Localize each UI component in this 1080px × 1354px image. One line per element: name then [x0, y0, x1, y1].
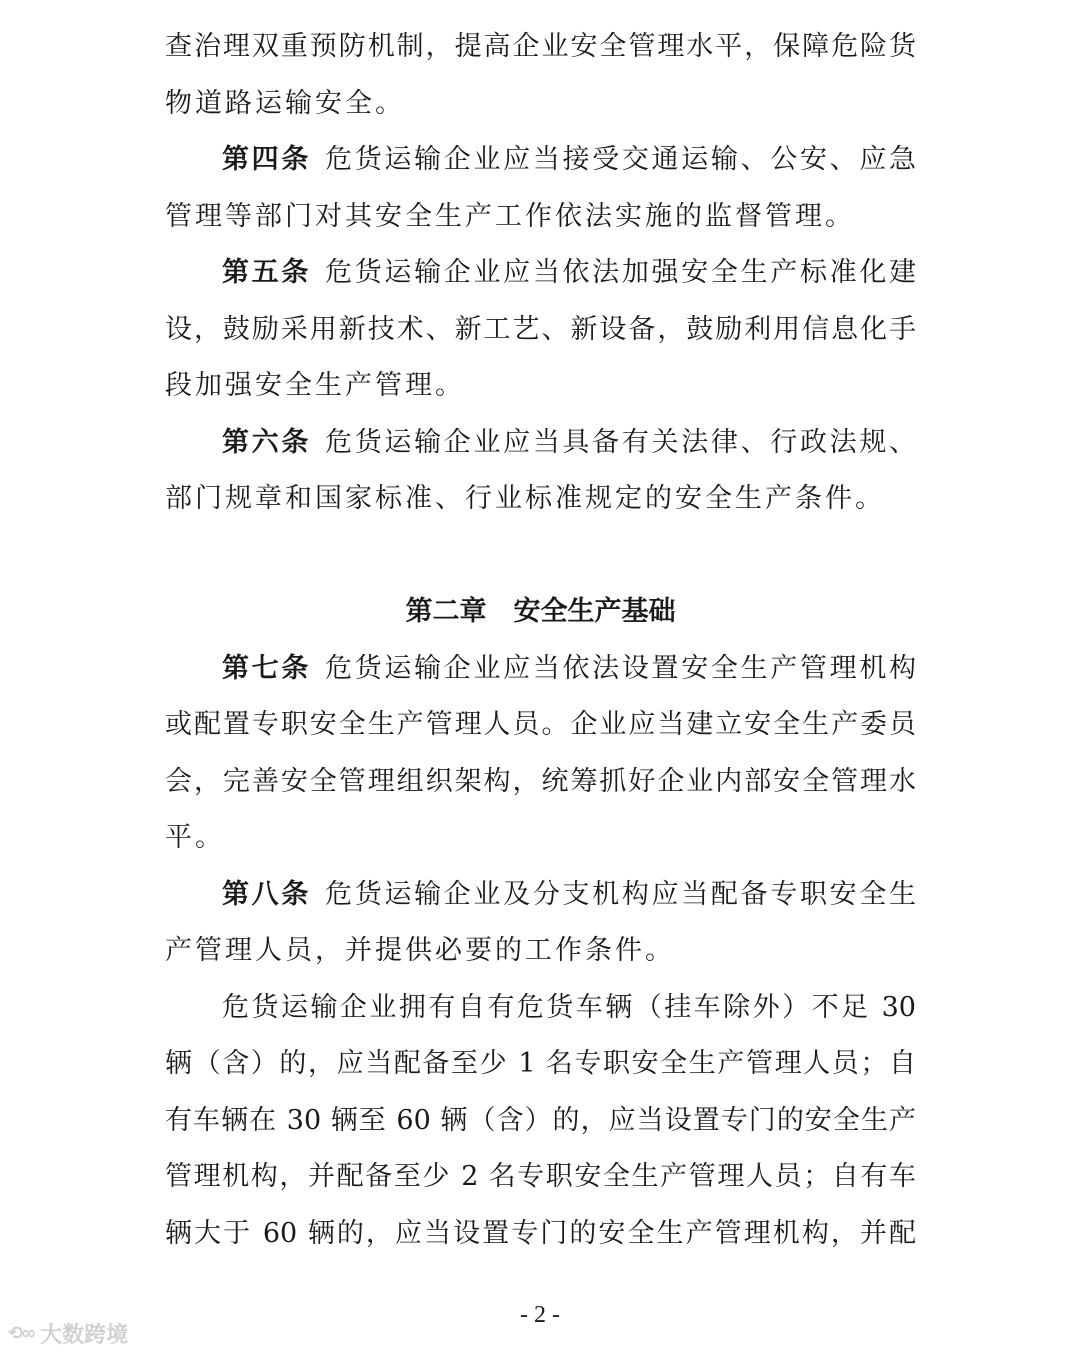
article-number: 第六条: [222, 426, 312, 458]
paragraph-line: [165, 867, 916, 924]
section-safety-foundation: [165, 641, 916, 1263]
paragraph-line: [165, 923, 916, 980]
line-text: 危货运输企业及分支机构应当配备专职安全生: [325, 878, 917, 910]
line-text: 危货运输企业应当依法加强安全生产标准化建: [325, 257, 917, 288]
document-body: [165, 19, 916, 1262]
section-general-provisions: [165, 19, 916, 528]
line-text: 有车辆在 30 辆至 60 辆（含）的，应当设置专门的安全生产: [165, 1104, 916, 1136]
page-number: - 2 -: [520, 1302, 560, 1328]
paragraph-line: [165, 980, 916, 1037]
paragraph-line: [165, 810, 916, 867]
paragraph-line: [165, 1149, 916, 1206]
line-text: 产管理人员，并提供必要的工作条件。: [165, 935, 675, 966]
paragraph-line: [165, 132, 916, 189]
paragraph-line: [165, 302, 916, 359]
line-text: 危货运输企业应当依法设置安全生产管理机构: [325, 652, 917, 684]
line-text: 或配置专职安全生产管理人员。企业应当建立安全生产委员: [165, 709, 916, 740]
paragraph-line: [165, 189, 916, 246]
line-text: 设，鼓励采用新技术、新工艺、新设备，鼓励利用信息化手: [165, 313, 916, 345]
article-number: 第四条: [222, 144, 312, 175]
line-text: 管理机构，并配备至少 2 名专职安全生产管理人员；自有车: [165, 1161, 916, 1192]
paragraph-line: [165, 1036, 916, 1093]
paragraph-line: [165, 754, 916, 811]
line-text: 部门规章和国家标准、行业标准规定的安全生产条件。: [165, 483, 885, 514]
line-text: 辆大于 60 辆的，应当设置专门的安全生产管理机构，并配: [165, 1217, 916, 1249]
paragraph-line: [165, 415, 916, 472]
watermark: [8, 1318, 128, 1349]
line-text: 危货运输企业应当接受交通运输、公安、应急: [325, 144, 917, 175]
paragraph-line: [165, 76, 916, 133]
paragraph-line: [165, 471, 916, 528]
line-text: 危货运输企业应当具备有关法律、行政法规、: [325, 426, 917, 458]
watermark-text: 大数跨境: [40, 1323, 129, 1348]
line-text: 查治理双重预防机制，提高企业安全管理水平，保障危险货: [165, 31, 916, 62]
line-text: 危货运输企业拥有自有危货车辆（挂车除外）不足 30: [222, 991, 916, 1023]
line-text: 辆（含）的，应当配备至少 1 名专职安全生产管理人员；自: [165, 1048, 916, 1079]
chapter-heading: 第二章 安全生产基础: [405, 596, 676, 627]
line-text: 会，完善安全管理组织架构，统筹抓好企业内部安全管理水: [165, 765, 916, 797]
paragraph-line: [165, 19, 916, 76]
article-number: 第八条: [222, 878, 312, 910]
line-text: 物道路运输安全。: [165, 87, 405, 119]
paragraph-line: [165, 358, 916, 415]
line-text: 管理等部门对其安全生产工作依法实施的监督管理。: [165, 200, 855, 232]
article-number: 第七条: [222, 652, 312, 684]
paragraph-line: [165, 641, 916, 698]
paragraph-line: [165, 245, 916, 302]
paragraph-line: [165, 697, 916, 754]
article-number: 第五条: [222, 257, 312, 288]
paragraph-line: [165, 1206, 916, 1263]
line-text: 平。: [165, 822, 225, 853]
line-text: 段加强安全生产管理。: [165, 370, 465, 401]
paragraph-line: [165, 1093, 916, 1150]
watermark-logo-icon: ⟲∞: [8, 1323, 35, 1344]
